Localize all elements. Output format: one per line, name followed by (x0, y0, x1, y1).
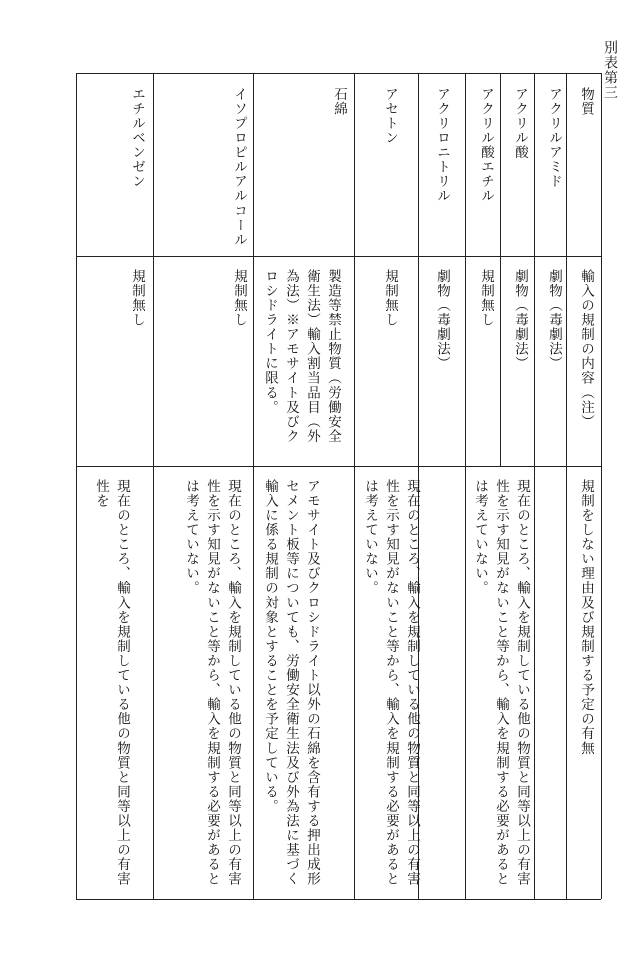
table-border-bottom (76, 899, 601, 900)
table-row (509, 87, 530, 160)
table-row (379, 87, 400, 145)
substance-table (76, 73, 601, 899)
regulation-cell (543, 269, 564, 371)
reason-cell (359, 479, 422, 893)
table-row (475, 87, 496, 203)
table-row (543, 87, 564, 189)
regulation-text: 規制無し (129, 269, 145, 328)
regulation-text: 規制無し (231, 269, 247, 328)
regulation-text: 規制無し (382, 269, 398, 328)
regulation-cell (475, 269, 496, 327)
row-divider (253, 73, 254, 899)
substance-name: アクリル酸エチル (478, 87, 494, 204)
header-regulation: 輸入の規制の内容（注） (578, 269, 594, 430)
table-border-top (76, 73, 601, 74)
table-border-left (76, 73, 77, 899)
table-row (228, 87, 249, 247)
row-divider (534, 73, 535, 899)
reason-cell (82, 479, 132, 893)
regulation-cell (259, 269, 343, 455)
substance-name: アクリルアミド (546, 87, 562, 189)
substance-name: アクリロニトリル (434, 87, 450, 204)
substance-name: 石綿 (331, 87, 347, 117)
regulation-cell (379, 269, 400, 327)
reason-text: 現在のところ、輸入を規制している他の物質と同等以上の有害性を示す知見がないこと等から、輸入を規制する必要があるとは考えていない。 (362, 479, 420, 887)
regulation-cell (509, 269, 530, 371)
column-divider-1 (76, 256, 601, 257)
reason-cell (469, 479, 532, 893)
reason-text: 現在のところ、輸入を規制している他の物質と同等以上の有害性を示す知見がないこと等から、輸入を規制する必要があるとは考えていない。 (183, 479, 241, 887)
reason-cell (180, 479, 243, 893)
substance-name: アセトン (382, 87, 398, 146)
header-substance: 物質 (578, 87, 594, 117)
regulation-text: 劇物（毒劇法） (434, 269, 450, 371)
regulation-text: 製造等禁止物質（労働安全衛生法）輸入割当品目（外為法）※アモサイト及びクロシドライトに限る。 (262, 269, 341, 444)
document-title: 別表第三 (602, 40, 618, 100)
row-divider (153, 73, 154, 899)
substance-name: イソプロピルアルコール (231, 87, 247, 248)
header-cell-regulation (575, 269, 596, 429)
table-border-right (601, 73, 602, 899)
table-row (431, 87, 452, 203)
header-cell-substance (575, 87, 596, 116)
regulation-text: 劇物（毒劇法） (546, 269, 562, 371)
reason-cell (259, 479, 322, 893)
table-row (328, 87, 349, 116)
reason-text: アモサイト及びクロシドライト以外の石綿を含有する押出成形セメント板等についても、労働安全衛生法及び外為法に基づく輸入に係る規制の対象とすることを予定している。 (262, 479, 320, 887)
header-cell-reason (575, 479, 596, 755)
regulation-text: 劇物（毒劇法） (512, 269, 528, 371)
column-divider-2 (76, 466, 601, 467)
regulation-cell (228, 269, 249, 327)
row-divider (354, 73, 355, 899)
row-divider-partial (500, 73, 501, 466)
substance-name: アクリル酸 (512, 87, 528, 160)
reason-text: 現在のところ、輸入を規制している他の物質と同等以上の有害性を示す知見がないこと等から、輸入を規制する必要があるとは考えていない。 (472, 479, 530, 887)
table-row (126, 87, 147, 189)
reason-text: 現在のところ、輸入を規制している他の物質と同等以上の有害性を (93, 479, 130, 887)
header-reason: 規制をしない理由及び規制する予定の有無 (578, 479, 594, 756)
regulation-text: 規制無し (478, 269, 494, 328)
substance-name: エチルベンゼン (129, 87, 145, 189)
row-divider (566, 73, 567, 899)
row-divider (465, 73, 466, 899)
regulation-cell (431, 269, 452, 371)
regulation-cell (126, 269, 147, 327)
